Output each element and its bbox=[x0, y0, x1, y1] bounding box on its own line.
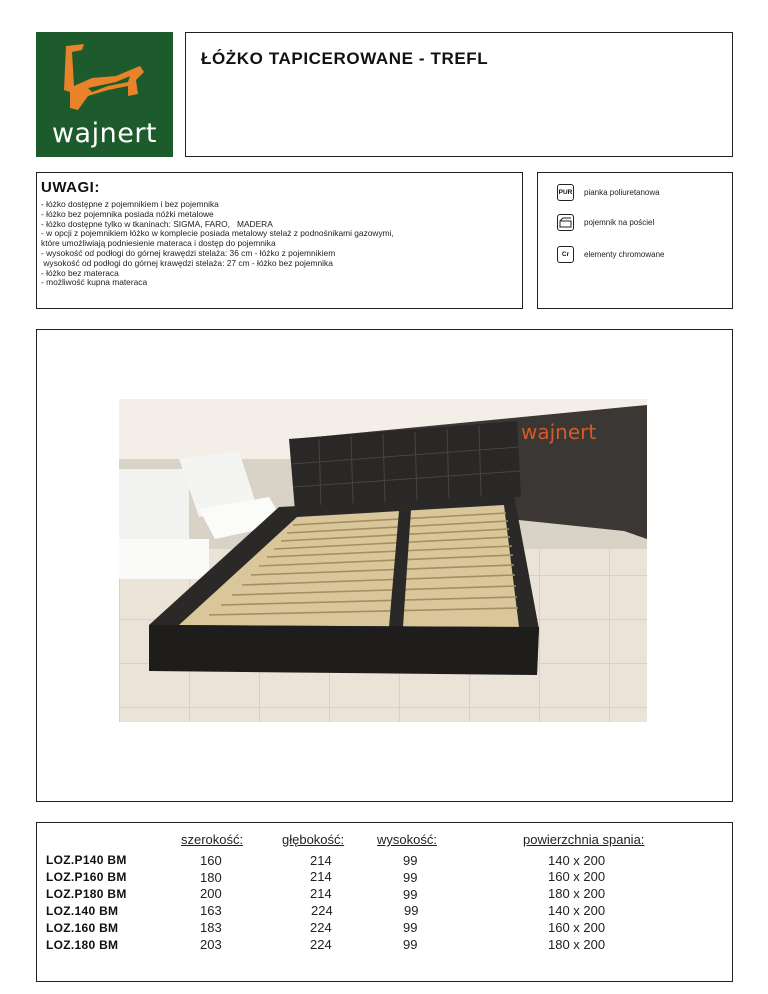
width-value: 160 bbox=[200, 853, 222, 868]
note-line: - możliwość kupna materaca bbox=[41, 277, 148, 288]
feature-label: pojemnik na pościel bbox=[584, 218, 655, 227]
sleep-area-value: 160 x 200 bbox=[548, 869, 606, 884]
title-box bbox=[185, 32, 733, 157]
note-line: - łóżko dostępne tylko w tkaninach: SIGMA, FARO, MADERA bbox=[41, 218, 273, 229]
sleep-area-value: 140 x 200 bbox=[548, 903, 606, 918]
sleep-area-value: 180 x 200 bbox=[548, 937, 606, 952]
bed-photo bbox=[119, 399, 647, 722]
width-value: 163 bbox=[200, 903, 222, 918]
height-value: 99 bbox=[403, 853, 418, 868]
feature-item bbox=[557, 184, 660, 201]
feature-item bbox=[557, 214, 654, 231]
feature-label: pianka poliuretanowa bbox=[584, 188, 660, 197]
depth-value: 224 bbox=[310, 920, 332, 935]
note-line: - w opcji z pojemnikiem łóżko w komplecie posiada metalowy stelaż z podnośnikami gazowymi, bbox=[41, 228, 394, 239]
depth-value: 224 bbox=[311, 903, 333, 918]
depth-value: 214 bbox=[310, 886, 332, 901]
depth-value: 214 bbox=[310, 853, 332, 868]
page-title: ŁÓŻKO TAPICEROWANE - TREFL bbox=[201, 49, 489, 68]
sleep-area-value: 140 x 200 bbox=[548, 853, 606, 868]
width-value: 203 bbox=[200, 937, 222, 952]
storage-container-icon bbox=[557, 214, 574, 231]
chrome-icon: Cr bbox=[557, 246, 574, 263]
depth-value: 224 bbox=[310, 937, 332, 952]
product-code: LOZ.160 BM bbox=[46, 921, 119, 935]
note-line: - łóżko bez materaca bbox=[41, 267, 119, 278]
width-value: 200 bbox=[200, 886, 222, 901]
product-code: LOZ.180 BM bbox=[46, 938, 119, 952]
notes-list bbox=[41, 200, 394, 288]
width-value: 183 bbox=[200, 920, 222, 935]
feature-label: elementy chromowane bbox=[584, 250, 665, 259]
height-value: 99 bbox=[403, 937, 418, 952]
depth-value: 214 bbox=[310, 869, 332, 884]
note-line: wysokość od podłogi do górnej krawędzi stelaża: 27 cm - łóżko bez pojemnika bbox=[41, 257, 333, 268]
header-sleep-area: powierzchnia spania: bbox=[523, 832, 645, 847]
feature-item bbox=[557, 246, 664, 263]
note-line: które umożliwiają podniesienie materaca i dostęp do pojemnika bbox=[41, 238, 276, 249]
sleep-area-value: 180 x 200 bbox=[548, 886, 606, 901]
header-depth: głębokość: bbox=[282, 832, 345, 847]
notes-box bbox=[36, 172, 523, 309]
product-code: LOZ.P180 BM bbox=[46, 887, 127, 901]
header-width: szerokość: bbox=[181, 832, 244, 847]
brand-name: wajnert bbox=[51, 118, 158, 149]
brand-logo bbox=[36, 32, 173, 157]
height-value: 99 bbox=[403, 887, 418, 902]
sleep-area-value: 160 x 200 bbox=[548, 920, 606, 935]
notes-heading: UWAGI: bbox=[41, 179, 100, 196]
height-value: 99 bbox=[403, 870, 418, 885]
product-code: LOZ.140 BM bbox=[46, 904, 119, 918]
sign-text: wajnert bbox=[521, 420, 597, 444]
product-code: LOZ.P140 BM bbox=[46, 853, 127, 867]
header-height: wysokość: bbox=[377, 832, 437, 847]
product-code: LOZ.P160 BM bbox=[46, 870, 127, 884]
note-line: - łóżko dostępne z pojemnikiem i bez pojemnika bbox=[41, 199, 219, 209]
height-value: 99 bbox=[404, 903, 419, 918]
note-line: - łóżko bez pojemnika posiada nóżki metalowe bbox=[41, 208, 214, 219]
note-line: - wysokość od podłogi do górnej krawędzi stelaża: 36 cm - łóżko z pojemnikiem bbox=[41, 247, 336, 258]
pur-foam-icon: PUR bbox=[557, 184, 574, 201]
chair-icon bbox=[58, 40, 152, 118]
width-value: 180 bbox=[200, 870, 222, 885]
height-value: 99 bbox=[403, 920, 418, 935]
